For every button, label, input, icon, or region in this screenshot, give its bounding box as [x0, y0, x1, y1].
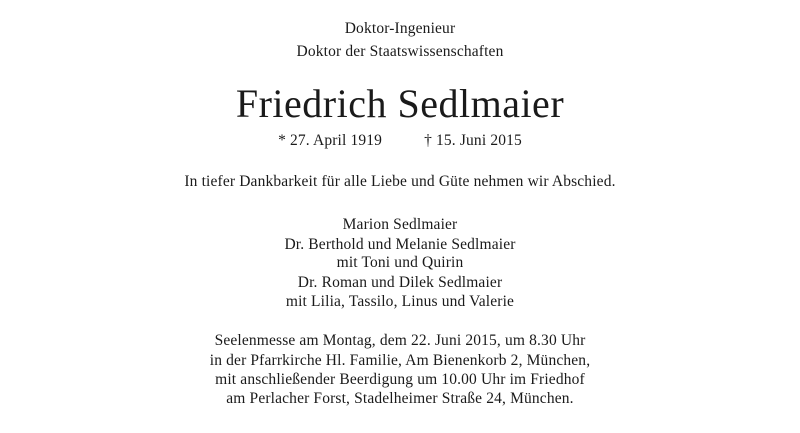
mourner-line: Marion Sedlmaier — [342, 216, 458, 233]
service-line: Seelenmesse am Montag, dem 22. Juni 2015, um 8.30 Uhr — [214, 332, 586, 349]
service-line: in der Pfarrkirche Hl. Familie, Am Bienenkorb 2, München, — [209, 352, 591, 369]
death-date: † 15. Juni 2015 — [424, 132, 522, 149]
birth-date: * 27. April 1919 — [278, 132, 383, 149]
service-line: am Perlacher Forst, Stadelheimer Straße 24, München. — [226, 390, 574, 407]
academic-title-1: Doktor-Ingenieur — [344, 20, 456, 37]
service-line: mit anschließender Beerdigung um 10.00 Uhr im Friedhof — [215, 371, 585, 388]
mourner-line: Dr. Roman und Dilek Sedlmaier — [297, 274, 503, 291]
farewell-text: In tiefer Dankbarkeit für alle Liebe und Güte nehmen wir Abschied. — [184, 173, 616, 190]
mourner-line: mit Lilia, Tassilo, Linus und Valerie — [285, 293, 515, 310]
mourner-line: Dr. Berthold und Melanie Sedlmaier — [284, 236, 516, 253]
mourner-line: mit Toni und Quirin — [336, 254, 464, 271]
academic-title-2: Doktor der Staatswissenschaften — [296, 43, 504, 60]
deceased-name: Friedrich Sedlmaier — [235, 81, 565, 126]
life-dates — [0, 131, 800, 151]
